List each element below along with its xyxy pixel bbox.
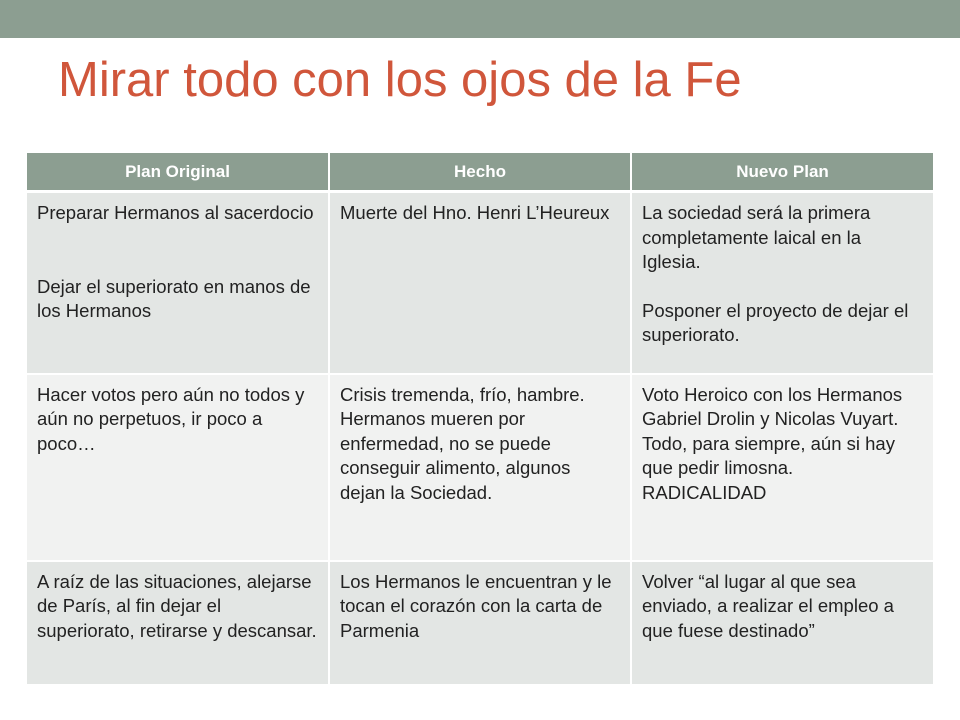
cell-text: Los Hermanos le encuentran y le tocan el corazón con la carta de Parmenia	[340, 570, 612, 641]
header-nuevo-plan: Nuevo Plan	[631, 153, 933, 192]
cell-nuevo-plan	[631, 561, 933, 685]
cell-text: Dejar el superiorato en manos de los Hermanos	[37, 275, 311, 321]
cell-text: Hacer votos pero aún no todos y aún no perpetuos, ir poco a poco…	[37, 383, 305, 454]
plan-comparison-table	[27, 153, 933, 686]
cell-text: Crisis tremenda, frío, hambre. Hermanos mueren por enfermedad, no se puede conseguir alimento, algunos dejan la Sociedad.	[340, 383, 585, 503]
cell-plan-original	[27, 192, 329, 374]
table-row	[27, 561, 933, 685]
cell-plan-original	[27, 374, 329, 561]
cell-text: A raíz de las situaciones, alejarse de París, al fin dejar el superiorato, retirarse y descansar.	[37, 570, 317, 641]
cell-text: Voto Heroico con los Hermanos Gabriel Drolin y Nicolas Vuyart. Todo, para siempre, aún si hay que pedir limosna.	[642, 383, 903, 478]
cell-text: Posponer el proyecto de dejar el superiorato.	[642, 299, 909, 345]
cell-hecho	[329, 192, 631, 374]
cell-plan-original	[27, 561, 329, 685]
slide-title: Mirar todo con los ojos de la Fe	[58, 53, 742, 107]
cell-text: Volver “al lugar al que sea enviado, a realizar el empleo a que fuese destinado”	[642, 570, 894, 641]
cell-text: Preparar Hermanos al sacerdocio	[37, 202, 314, 223]
cell-hecho	[329, 561, 631, 685]
cell-text: La sociedad será la primera completamente laical en la Iglesia.	[642, 202, 871, 272]
table-row	[27, 374, 933, 561]
cell-hecho	[329, 374, 631, 561]
header-plan-original: Plan Original	[27, 153, 329, 192]
cell-nuevo-plan	[631, 192, 933, 374]
top-accent-band	[0, 0, 960, 38]
table-row	[27, 192, 933, 374]
header-hecho: Hecho	[329, 153, 631, 192]
cell-text-emphasis: RADICALIDAD	[642, 481, 767, 503]
cell-nuevo-plan	[631, 374, 933, 561]
cell-text: Muerte del Hno. Henri L’Heureux	[340, 202, 610, 223]
table-header-row	[27, 153, 933, 192]
